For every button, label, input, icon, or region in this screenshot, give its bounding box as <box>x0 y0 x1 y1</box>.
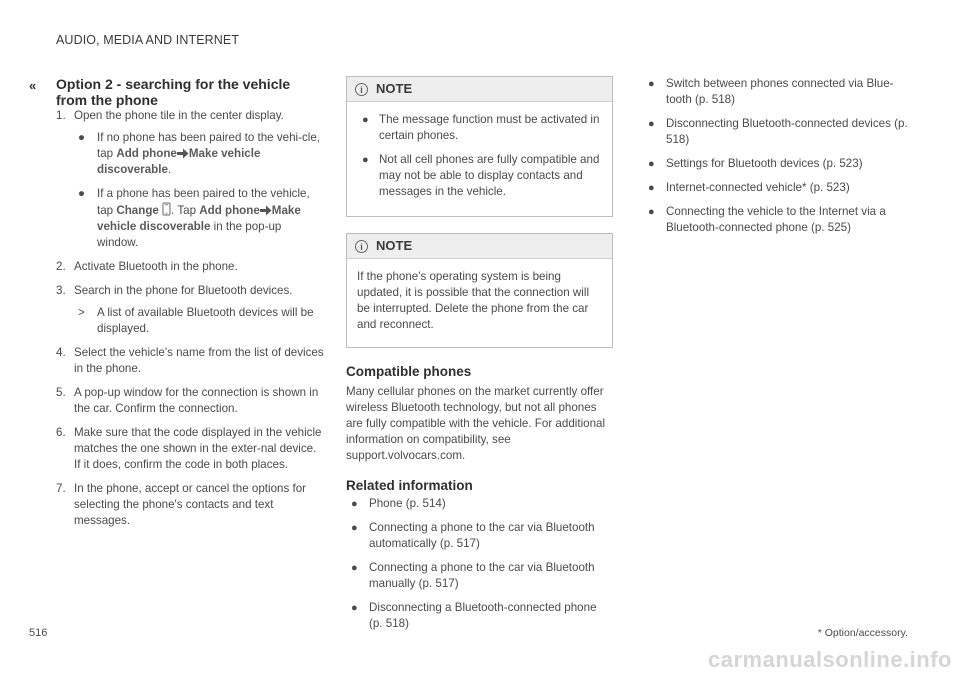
bullet: ● <box>351 498 358 510</box>
section-title: Option 2 - searching for the vehicle from the phone <box>56 76 291 108</box>
note-item-text: The message function must be activated in certain phones. <box>379 113 600 142</box>
column-right <box>643 76 908 244</box>
bullet: ● <box>362 114 369 126</box>
note-body <box>347 259 612 347</box>
sub-text: If a phone has been paired to the vehicle, tap <box>97 187 310 217</box>
related-link[interactable] <box>346 520 613 552</box>
compatible-phones-text: Many cellular phones on the market currently offer wireless Bluetooth technology, but not all phones are fully compatible with the vehicle. For additional information on compatibility, see support.volvocars.com. <box>346 385 606 462</box>
related-link-text[interactable]: Disconnecting Bluetooth-connected devices (p. 518) <box>666 117 908 146</box>
related-link-text[interactable]: Internet-connected vehicle* (p. 523) <box>666 181 850 194</box>
note-text: If the phone's operating system is being updated, it is possible that the connection will be interrupted. Delete the phone from the car and reconnect. <box>357 270 590 331</box>
related-link[interactable] <box>643 204 908 236</box>
bullet: ● <box>648 182 655 194</box>
sub-item <box>74 130 324 178</box>
bullet: ● <box>351 522 358 534</box>
running-header: AUDIO, MEDIA AND INTERNET <box>56 33 240 47</box>
sub-text: . <box>167 163 172 176</box>
page-number: 516 <box>29 627 48 639</box>
note-item-text: Not all cell phones are fully compatible and may not be able to display contacts and messages in the vehicle. <box>379 153 600 198</box>
bullet: ● <box>648 158 655 170</box>
note-header <box>347 234 612 259</box>
step-text: Make sure that the code displayed in the vehicle matches the one shown in the exter-nal device. If it does, confirm the code in both places. <box>74 426 322 471</box>
column-middle <box>346 76 613 640</box>
step-number: 2. <box>56 260 66 273</box>
step-number: 4. <box>56 346 66 359</box>
note-box-2 <box>346 233 613 348</box>
result-marker: > <box>78 306 85 319</box>
step-number: 3. <box>56 284 66 297</box>
related-link-text[interactable]: Settings for Bluetooth devices (p. 523) <box>666 157 863 170</box>
steps-list <box>29 108 324 529</box>
bullet: ● <box>648 118 655 130</box>
related-link[interactable] <box>643 156 908 172</box>
step-5 <box>56 385 324 417</box>
step-6 <box>56 425 324 473</box>
add-phone-label: Add phone <box>199 204 260 217</box>
related-link-text[interactable]: Connecting a phone to the car via Bluetooth automatically (p. 517) <box>369 521 595 550</box>
step-number: 6. <box>56 426 66 439</box>
phone-icon <box>162 202 171 216</box>
bullet: ● <box>648 206 655 218</box>
make-discoverable-label: Make vehicle discoverable <box>97 147 261 176</box>
related-link-text[interactable]: Connecting the vehicle to the Internet via a Bluetooth-connected phone (p. 525) <box>666 205 886 234</box>
step-text: Select the vehicle's name from the list of devices in the phone. <box>74 346 324 375</box>
step-1 <box>56 108 324 251</box>
footnote: * Option/accessory. <box>817 627 908 639</box>
bullet: ● <box>351 602 358 614</box>
note-list <box>357 112 602 200</box>
step-7 <box>56 481 324 529</box>
result-text: A list of available Bluetooth devices will be displayed. <box>97 306 314 335</box>
change-label: Change <box>116 204 159 217</box>
sub-text: in the pop-up window. <box>97 220 282 249</box>
related-link[interactable] <box>643 180 908 196</box>
note-title: NOTE <box>376 238 413 253</box>
bullet: ● <box>351 562 358 574</box>
sub-text: . Tap <box>171 204 200 217</box>
continued-marker: « <box>29 78 35 93</box>
sub-item <box>74 186 324 251</box>
related-link[interactable] <box>346 560 613 592</box>
note-item <box>357 152 602 200</box>
note-body <box>347 102 612 216</box>
arrow-right-icon <box>260 205 272 216</box>
note-box-1 <box>346 76 613 217</box>
bullet: ● <box>362 154 369 166</box>
column-left <box>29 76 324 537</box>
step-text: Open the phone tile in the center display. <box>74 109 284 122</box>
related-information-heading: Related information <box>346 478 473 493</box>
arrow-right-icon <box>177 148 189 159</box>
step-2 <box>56 259 324 275</box>
related-link[interactable] <box>643 116 908 148</box>
bullet: ● <box>78 187 86 200</box>
related-link[interactable] <box>643 76 908 108</box>
related-list-continued <box>643 76 908 236</box>
related-list <box>346 496 613 632</box>
note-item <box>357 112 602 144</box>
bullet: ● <box>648 78 655 90</box>
step-text: A pop-up window for the connection is shown in the car. Confirm the connection. <box>74 386 319 415</box>
bullet: ● <box>78 131 86 144</box>
step-1-sublist <box>74 130 324 251</box>
step-3 <box>56 283 324 337</box>
note-header <box>347 77 612 102</box>
related-link[interactable] <box>346 496 613 512</box>
step-text: Search in the phone for Bluetooth devices. <box>74 284 293 297</box>
related-link[interactable] <box>346 600 613 632</box>
info-icon: i <box>355 240 368 253</box>
step-4 <box>56 345 324 377</box>
related-link-text[interactable]: Disconnecting a Bluetooth-connected phone (p. 518) <box>369 601 597 630</box>
sub-text: If no phone has been paired to the vehi-cle, tap <box>97 131 321 160</box>
info-icon: i <box>355 83 368 96</box>
step-result <box>74 305 324 337</box>
note-title: NOTE <box>376 81 413 96</box>
compatible-phones-heading: Compatible phones <box>346 364 472 379</box>
step-number: 5. <box>56 386 66 399</box>
make-discoverable-label: Make vehicle discoverable <box>97 204 301 233</box>
watermark: carmanualsonline.info <box>708 647 952 672</box>
step-number: 7. <box>56 482 66 495</box>
related-link-text[interactable]: Switch between phones connected via Blue-tooth (p. 518) <box>666 77 894 106</box>
step-text: In the phone, accept or cancel the options for selecting the phone's contacts and text messages. <box>74 482 307 527</box>
step-text: Activate Bluetooth in the phone. <box>74 260 238 273</box>
related-link-text[interactable]: Connecting a phone to the car via Bluetooth manually (p. 517) <box>369 561 595 590</box>
related-link-text[interactable]: Phone (p. 514) <box>369 497 446 510</box>
add-phone-label: Add phone <box>116 147 177 160</box>
step-number: 1. <box>56 109 66 122</box>
